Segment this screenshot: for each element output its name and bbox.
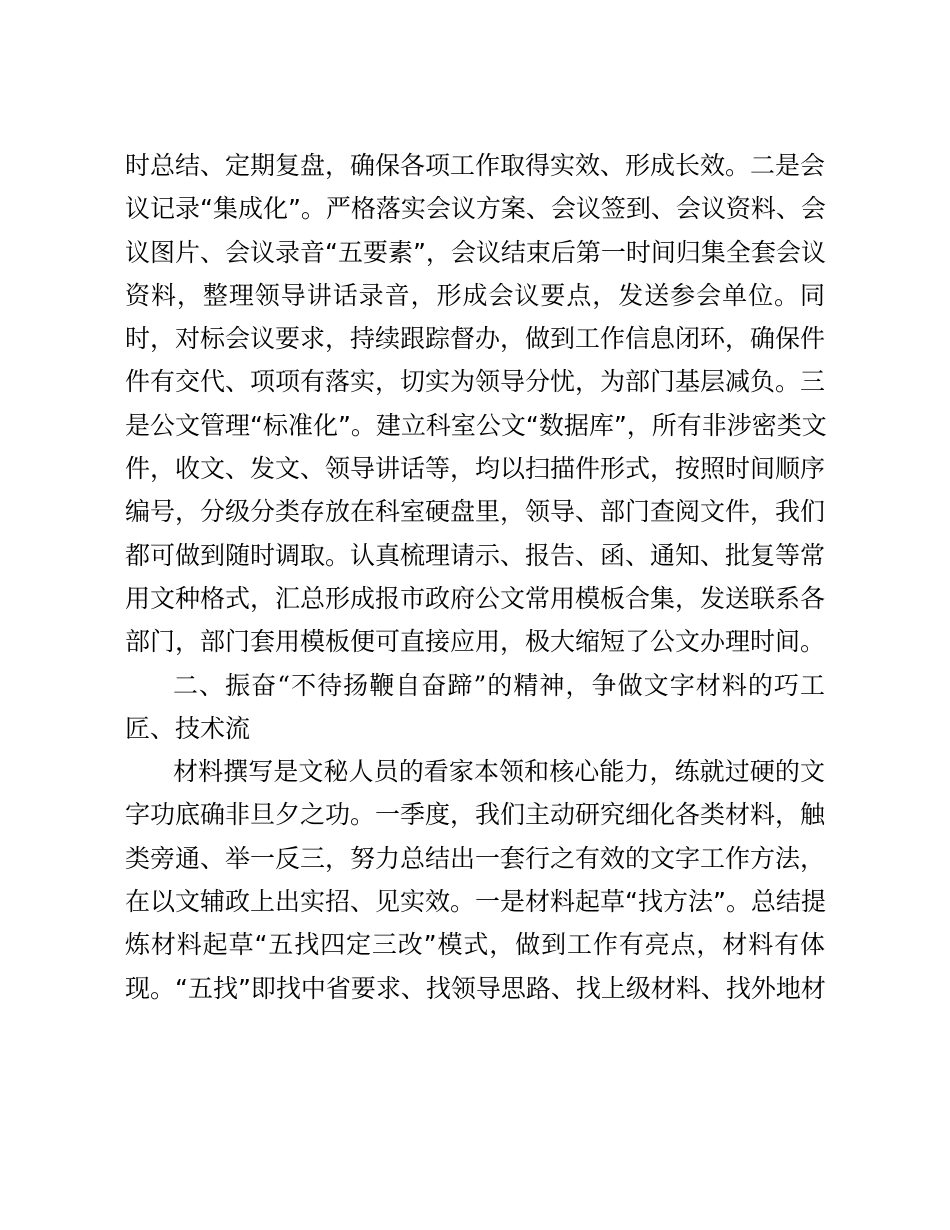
paragraph-line: 编号，分级分类存放在科室硬盘里，领导、部门查阅文件，我们: [125, 497, 826, 527]
paragraph-line: 是公文管理“标准化”。建立科室公文“数据库”，所有非涉密类文: [125, 410, 827, 440]
section-heading-line: 二、振奋“不待扬鞭自奋蹄”的精神，争做文字材料的巧工: [173, 670, 825, 700]
paragraph-line: 部门，部门套用模板便可直接应用，极大缩短了公文办理时间。: [125, 627, 826, 657]
paragraph-line: 件，收文、发文、领导讲话等，均以扫描件形式，按照时间顺序: [125, 454, 826, 484]
paragraph-line: 现。“五找”即找中省要求、找领导思路、找上级材料、找外地材: [125, 973, 826, 1003]
paragraph-line: 材料撰写是文秘人员的看家本领和核心能力，练就过硬的文: [173, 757, 825, 787]
section-heading-line: 匠、技术流: [125, 713, 251, 743]
paragraph-line: 类旁通、举一反三，努力总结出一套行之有效的文字工作方法，: [125, 843, 826, 873]
paragraph-line: 在以文辅政上出实招、见实效。一是材料起草“找方法”。总结提: [125, 887, 826, 917]
paragraph-line: 用文种格式，汇总形成报市政府公文常用模板合集，发送联系各: [125, 583, 826, 613]
paragraph-line: 议图片、会议录音“五要素”，会议结束后第一时间归集全套会议: [125, 237, 826, 267]
paragraph-line: 资料，整理领导讲话录音，形成会议要点，发送参会单位。同: [125, 280, 825, 310]
paragraph-line: 件有交代、项项有落实，切实为领导分忧，为部门基层减负。三: [125, 367, 826, 397]
paragraph-line: 都可做到随时调取。认真梳理请示、报告、函、通知、批复等常: [125, 540, 826, 570]
paragraph-line: 炼材料起草“五找四定三改”模式，做到工作有亮点，材料有体: [125, 930, 825, 960]
paragraph-line: 字功底确非旦夕之功。一季度，我们主动研究细化各类材料，触: [125, 800, 826, 830]
paragraph-line: 时总结、定期复盘，确保各项工作取得实效、形成长效。二是会: [125, 151, 826, 180]
paragraph-line: 时，对标会议要求，持续跟踪督办，做到工作信息闭环，确保件: [125, 324, 826, 354]
document-body: [125, 144, 825, 1010]
paragraph-line: 议记录“集成化”。严格落实会议方案、会议签到、会议资料、会: [125, 194, 826, 224]
